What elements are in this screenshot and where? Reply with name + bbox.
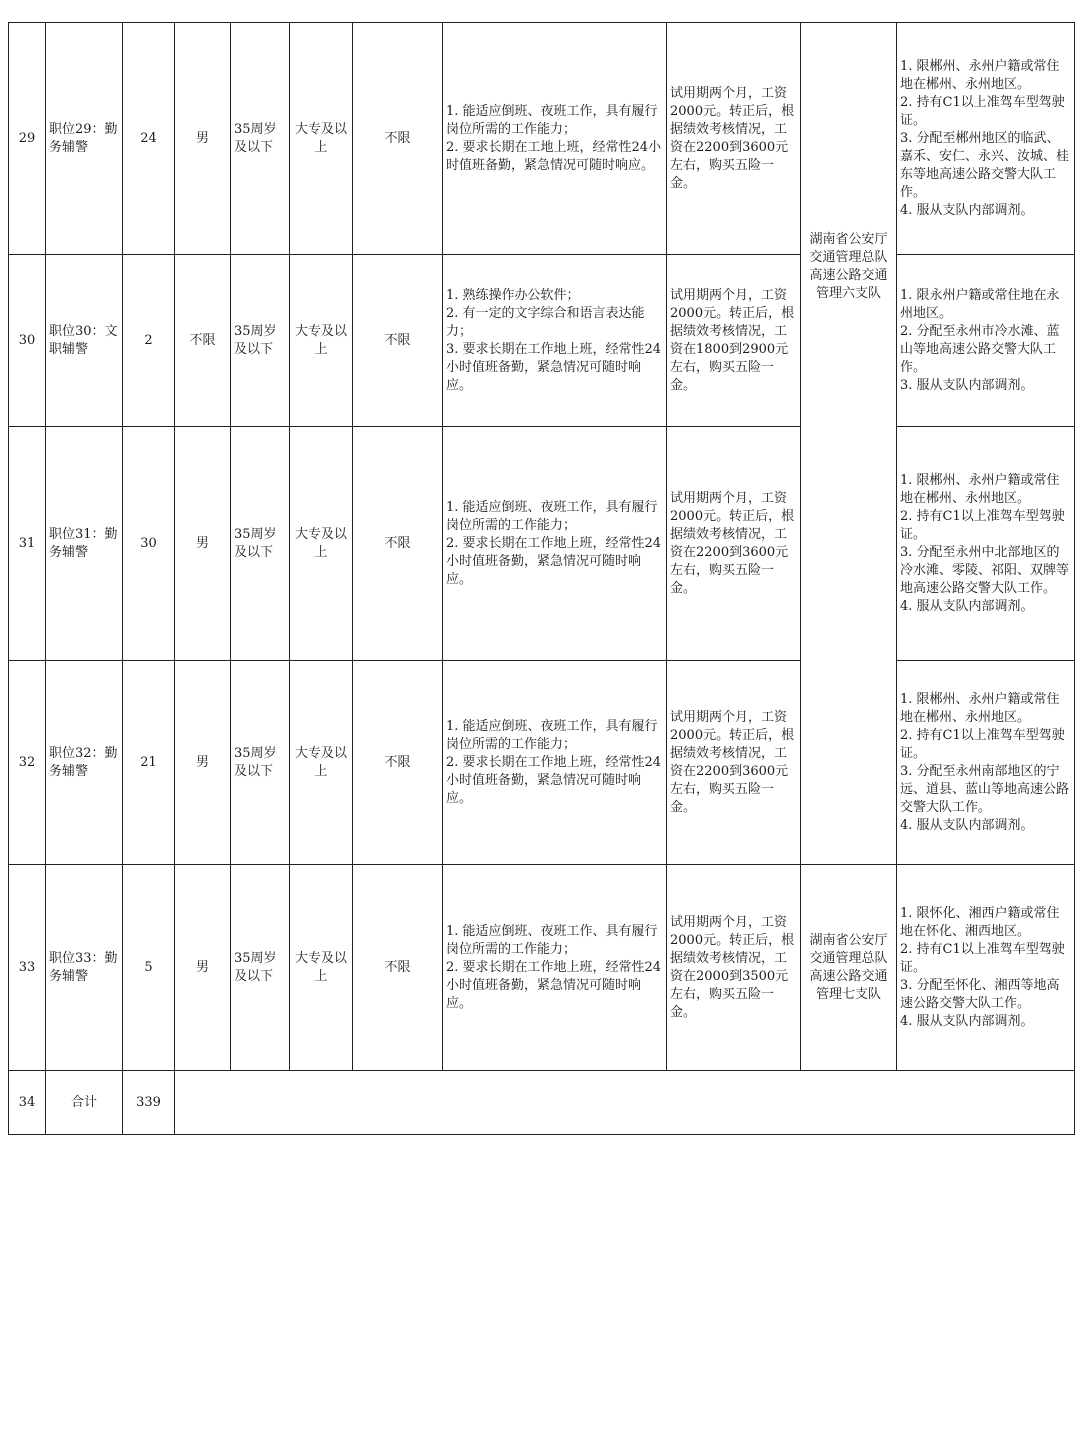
table-row	[9, 661, 1075, 865]
note-line: 2. 持有C1以上准驾车型驾驶证。	[900, 941, 1065, 975]
note-line: 2. 持有C1以上准驾车型驾驶证。	[900, 727, 1065, 761]
headcount: 21	[123, 661, 175, 865]
other-notes	[897, 23, 1075, 255]
total-count: 339	[123, 1071, 175, 1135]
row-index: 34	[9, 1071, 46, 1135]
gender: 男	[175, 427, 231, 661]
other-notes	[897, 255, 1075, 427]
headcount: 24	[123, 23, 175, 255]
position-name: 职位31：勤务辅警	[46, 427, 123, 661]
note-line: 3. 服从支队内部调剂。	[900, 377, 1034, 393]
major: 不限	[353, 23, 443, 255]
table-row	[9, 865, 1075, 1071]
note-line: 2. 分配至永州市冷水滩、蓝山等地高速公路交警大队工作。	[900, 323, 1060, 375]
education: 大专及以上	[290, 23, 353, 255]
note-line: 3. 分配至怀化、湘西等地高速公路交警大队工作。	[900, 977, 1060, 1011]
total-blank-cell	[175, 1071, 1075, 1135]
education: 大专及以上	[290, 427, 353, 661]
row-index: 31	[9, 427, 46, 661]
age-limit: 35周岁及以下	[231, 865, 290, 1071]
headcount: 5	[123, 865, 175, 1071]
major: 不限	[353, 255, 443, 427]
education: 大专及以上	[290, 865, 353, 1071]
note-line: 1. 限郴州、永州户籍或常住地在郴州、永州地区。	[900, 472, 1060, 506]
major: 不限	[353, 865, 443, 1071]
position-name: 职位33：勤务辅警	[46, 865, 123, 1071]
major: 不限	[353, 427, 443, 661]
education: 大专及以上	[290, 661, 353, 865]
note-line: 3. 分配至郴州地区的临武、嘉禾、安仁、永兴、汝城、桂东等地高速公路交警大队工作。	[900, 130, 1070, 200]
table-row	[9, 427, 1075, 661]
salary-info: 试用期两个月，工资2000元。转正后，根据绩效考核情况，工资在2200到3600元左右，购买五险一金。	[667, 23, 801, 255]
headcount: 2	[123, 255, 175, 427]
gender: 不限	[175, 255, 231, 427]
note-line: 1. 限郴州、永州户籍或常住地在郴州、永州地区。	[900, 691, 1060, 725]
job-requirements: 1. 能适应倒班、夜班工作、具有履行岗位所需的工作能力； 2. 要求长期在工作地上班，经常性24小时值班备勤，紧急情况可随时响应。	[443, 865, 667, 1071]
salary-info: 试用期两个月，工资2000元。转正后，根据绩效考核情况，工资在1800到2900元左右，购买五险一金。	[667, 255, 801, 427]
note-line: 4. 服从支队内部调剂。	[900, 1013, 1034, 1029]
gender: 男	[175, 661, 231, 865]
other-notes	[897, 427, 1075, 661]
table-row	[9, 23, 1075, 255]
row-index: 29	[9, 23, 46, 255]
position-name: 职位30：文职辅警	[46, 255, 123, 427]
note-line: 4. 服从支队内部调剂。	[900, 817, 1034, 833]
education: 大专及以上	[290, 255, 353, 427]
job-requirements: 1. 能适应倒班、夜班工作，具有履行岗位所需的工作能力； 2. 要求长期在工地上班，经常性24小时值班备勤，紧急情况可随时响应。	[443, 23, 667, 255]
gender: 男	[175, 865, 231, 1071]
gender: 男	[175, 23, 231, 255]
job-requirements: 1. 能适应倒班、夜班工作，具有履行岗位所需的工作能力； 2. 要求长期在工作地上班，经常性24小时值班备勤，紧急情况可随时响应。	[443, 661, 667, 865]
total-row	[9, 1071, 1075, 1135]
age-limit: 35周岁及以下	[231, 255, 290, 427]
note-line: 2. 持有C1以上准驾车型驾驶证。	[900, 94, 1065, 128]
recruitment-table	[8, 22, 1075, 1135]
headcount: 30	[123, 427, 175, 661]
job-requirements: 1. 熟练操作办公软件； 2. 有一定的文字综合和语言表达能力； 3. 要求长期在工作地上班，经常性24小时值班备勤，紧急情况可随时响应。	[443, 255, 667, 427]
row-index: 33	[9, 865, 46, 1071]
row-index: 30	[9, 255, 46, 427]
total-label: 合计	[46, 1071, 123, 1135]
age-limit: 35周岁及以下	[231, 427, 290, 661]
age-limit: 35周岁及以下	[231, 661, 290, 865]
hiring-unit: 湖南省公安厅交通管理总队高速公路交通管理七支队	[801, 865, 897, 1071]
table-row	[9, 255, 1075, 427]
row-index: 32	[9, 661, 46, 865]
hiring-unit: 湖南省公安厅交通管理总队高速公路交通管理六支队	[801, 23, 897, 865]
note-line: 4. 服从支队内部调剂。	[900, 598, 1034, 614]
job-requirements: 1. 能适应倒班、夜班工作，具有履行岗位所需的工作能力； 2. 要求长期在工作地上班，经常性24小时值班备勤，紧急情况可随时响应。	[443, 427, 667, 661]
note-line: 1. 限郴州、永州户籍或常住地在郴州、永州地区。	[900, 58, 1060, 92]
other-notes	[897, 865, 1075, 1071]
salary-info: 试用期两个月，工资2000元。转正后，根据绩效考核情况，工资在2000到3500元左右，购买五险一金。	[667, 865, 801, 1071]
note-line: 1. 限永州户籍或常住地在永州地区。	[900, 287, 1060, 321]
note-line: 3. 分配至永州中北部地区的冷水滩、零陵、祁阳、双牌等地高速公路交警大队工作。	[900, 544, 1070, 596]
position-name: 职位32：勤务辅警	[46, 661, 123, 865]
other-notes	[897, 661, 1075, 865]
note-line: 2. 持有C1以上准驾车型驾驶证。	[900, 508, 1065, 542]
note-line: 4. 服从支队内部调剂。	[900, 202, 1034, 218]
note-line: 3. 分配至永州南部地区的宁远、道县、蓝山等地高速公路交警大队工作。	[900, 763, 1070, 815]
salary-info: 试用期两个月，工资2000元。转正后，根据绩效考核情况，工资在2200到3600元左右，购买五险一金。	[667, 661, 801, 865]
age-limit: 35周岁及以下	[231, 23, 290, 255]
major: 不限	[353, 661, 443, 865]
note-line: 1. 限怀化、湘西户籍或常住地在怀化、湘西地区。	[900, 905, 1060, 939]
position-name: 职位29：勤务辅警	[46, 23, 123, 255]
salary-info: 试用期两个月，工资2000元。转正后，根据绩效考核情况，工资在2200到3600元左右，购买五险一金。	[667, 427, 801, 661]
